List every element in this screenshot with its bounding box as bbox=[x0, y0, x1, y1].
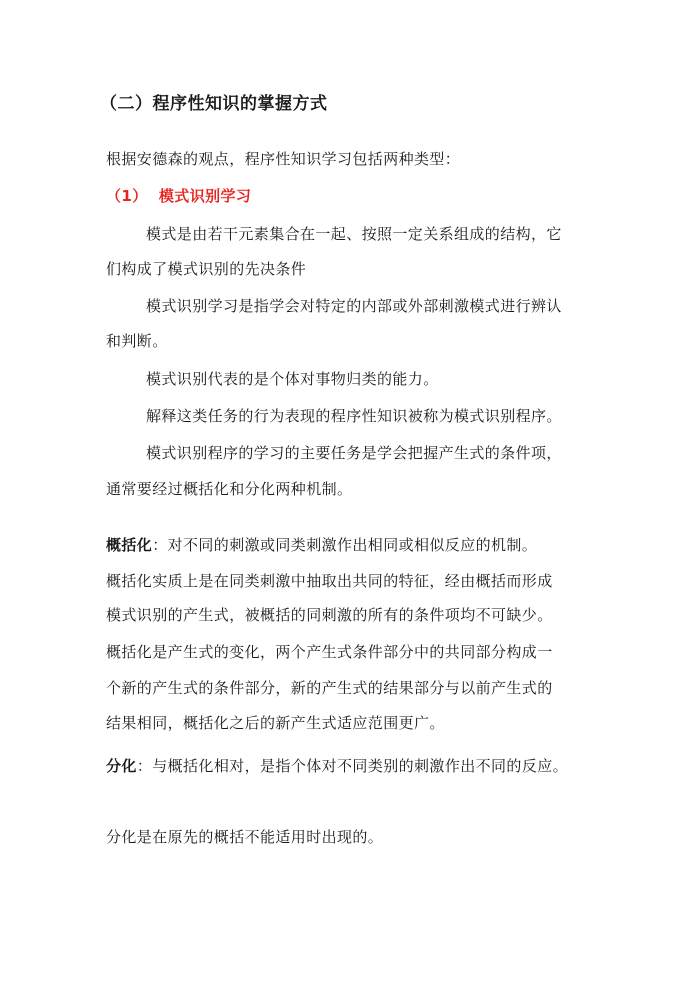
paragraph-line: 通常要经过概括化和分化两种机制。 bbox=[106, 480, 353, 498]
paragraph-line: 模式是由若干元素集合在一起、按照一定关系组成的结构，它 bbox=[146, 225, 562, 243]
differentiation-definition-text: ：与概括化相对，是指个体对不同类别的刺激作出不同的反应。 bbox=[136, 757, 569, 775]
differentiation-term: 分化 bbox=[106, 757, 137, 775]
generalization-definition bbox=[106, 535, 537, 555]
paragraph-line: 解释这类任务的行为表现的程序性知识被称为模式识别程序。 bbox=[146, 407, 562, 425]
paragraph-line: 模式识别程序的学习的主要任务是学会把握产生式的条件项， bbox=[146, 444, 562, 462]
paragraph-line: 结果相同，概括化之后的新产生式适应范围更广。 bbox=[106, 714, 445, 732]
generalization-definition-text: ：对不同的刺激或同类刺激作出相同或相似反应的机制。 bbox=[152, 536, 538, 554]
subheading-number: （1） bbox=[106, 187, 148, 205]
differentiation-definition bbox=[106, 756, 568, 776]
paragraph-line: 模式识别学习是指学会对特定的内部或外部刺激模式进行辨认 bbox=[146, 297, 562, 315]
paragraph-line: 和判断。 bbox=[106, 332, 168, 350]
intro-text: 根据安德森的观点，程序性知识学习包括两种类型： bbox=[106, 150, 461, 168]
subheading-title: 模式识别学习 bbox=[158, 187, 252, 205]
paragraph-line: 概括化是产生式的变化，两个产生式条件部分中的共同部分构成一 bbox=[106, 643, 553, 661]
subheading bbox=[106, 186, 251, 206]
paragraph-line: 们构成了模式识别的先决条件 bbox=[106, 260, 307, 278]
paragraph-line: 分化是在原先的概括不能适用时出现的。 bbox=[106, 828, 384, 846]
paragraph-line: 个新的产生式的条件部分，新的产生式的结果部分与以前产生式的 bbox=[106, 679, 553, 697]
paragraph-line: 模式识别的产生式，被概括的同刺激的所有的条件项均不可缺少。 bbox=[106, 606, 553, 624]
paragraph-line: 概括化实质上是在同类刺激中抽取出共同的特征，经由概括而形成 bbox=[106, 572, 553, 590]
section-title: （二）程序性知识的掌握方式 bbox=[100, 94, 328, 114]
paragraph-line: 模式识别代表的是个体对事物归类的能力。 bbox=[146, 370, 439, 388]
generalization-term: 概括化 bbox=[106, 536, 153, 554]
